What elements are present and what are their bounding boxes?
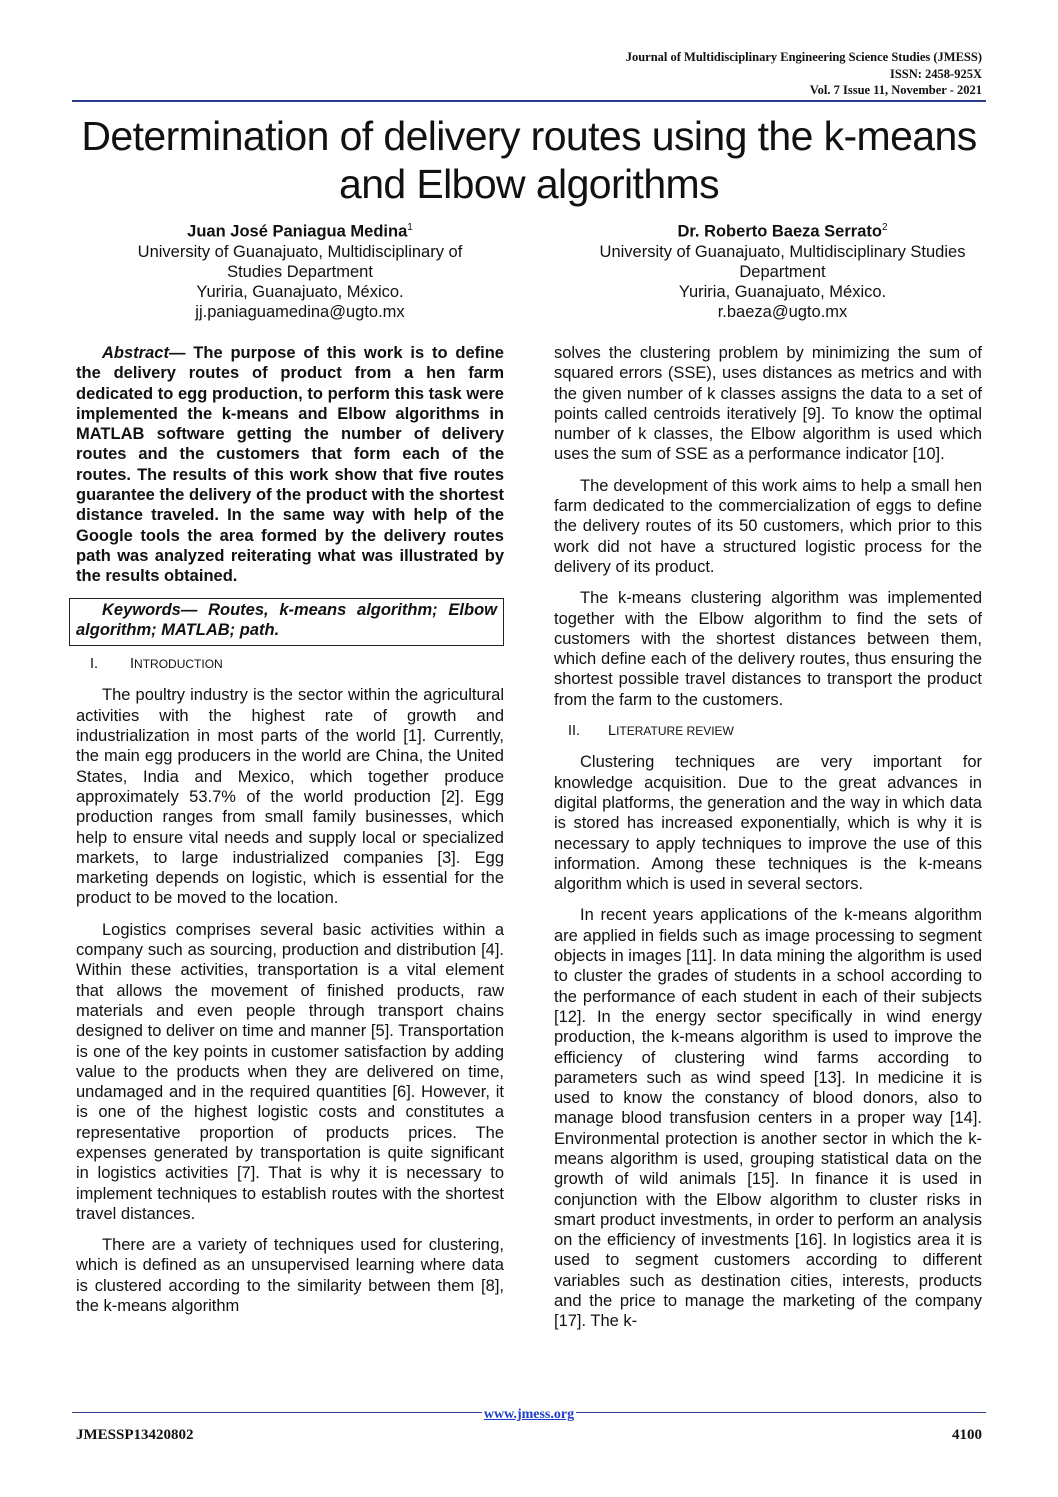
paragraph: solves the clustering problem by minimizing the sum of squared errors (SSE), uses distances as metrics and with the given number of k classes assigns the data to a set of points called centroids iteratively [9]. To know the optimal number of k classes, the Elbow algorithm is used which uses the sum of SSE as a performance indicator [10].	[554, 344, 982, 464]
keywords-label: Keywords	[102, 600, 181, 619]
left-column	[76, 343, 504, 1327]
author-sup: 1	[407, 222, 413, 233]
author-affiliation: University of Guanajuato, Multidisciplinary Studies	[599, 242, 966, 261]
paragraph: The poultry industry is the sector within the agricultural activities with the highest rate of growth and industrialization in most parts of the world [1]. Currently, the main egg producers in the world are China, the United States, India and Mexico, which together produce approximately 53.7% of the world production [2]. Egg production ranges from small family businesses, which help to ensure vital needs and supply local or specialized markets, to large industrialized companies [3]. Egg marketing depends on logistic, which is essential for the product to be moved to the location.	[76, 686, 504, 908]
abstract-label: Abstract	[102, 344, 169, 362]
paragraph: The development of this work aims to help a small hen farm dedicated to the commercialization of eggs to define the delivery routes of its 50 customers, which prior to this work did not have a structured logistic process for the delivery of its product.	[554, 476, 982, 576]
author-name: Juan José Paniagua Medina	[187, 222, 408, 241]
section-title-initial: L	[608, 723, 617, 740]
journal-issn: ISSN: 2458-925X	[889, 66, 982, 81]
paragraph: Clustering techniques are very important for knowledge acquisition. Due to the great advances in digital platforms, the generation and the way in which data is stored has increased exponentially, which is why it is necessary to apply techniques to improve the use of this information. Among these techniques is the k-means algorithm which is used in several sectors.	[554, 753, 982, 894]
section-number: II.	[568, 723, 581, 740]
paragraph: In recent years applications of the k-means algorithm are applied in fields such as image processing to segment objects in images [11]. In data mining the algorithm is used to cluster the grades of students in a school according to the performance of each student in each of their subjects [12]. In the energy sector specifically in wind energy production, the k-means algorithm is used to improve the efficiency of clustering wind farms according to parameters such as wind speed [13]. In medicine it is used to know the constancy of blood donors, also to manage blood transfusion centers in a proper way [14]. Environmental protection is another sector in which the k-means algorithm is used, grouping statistical data on the growth of wild animals [15]. In finance it is used in conjunction with the Elbow algorithm to cluster risks in smart product investments, in order to perform an analysis on the efficiency of investments [16]. In logistics area it is used to segment customers according to different variables such as destination cities, interests, products and the price to manage the marketing of the company [17]. The k-	[554, 906, 983, 1331]
section-heading-introduction	[90, 654, 504, 674]
author-email: jj.paniaguamedina@ugto.mx	[195, 302, 405, 321]
section-number: I.	[90, 656, 99, 673]
section-heading-literature-review	[568, 721, 982, 741]
author-name: Dr. Roberto Baeza Serrato	[677, 222, 882, 241]
header-rule	[72, 100, 986, 102]
footer-paper-id: JMESSP13420802	[76, 1427, 194, 1443]
section-title-rest: ITERATURE REVIEW	[616, 724, 734, 739]
journal-header	[626, 49, 982, 99]
author-block-2	[560, 218, 1005, 322]
author-location: Yuriria, Guanajuato, México.	[678, 282, 887, 301]
paragraph: There are a variety of techniques used for clustering, which is defined as an unsupervised learning where data is clustered according to the similarity between them [8], the k-means algorithm	[76, 1236, 504, 1316]
section-title-initial: I	[130, 656, 135, 673]
footer-page-number: 4100	[952, 1427, 982, 1443]
keywords-text: — Routes, k-means algorithm; Elbow algorithm; MATLAB; path.	[76, 600, 497, 639]
author-block-1	[95, 218, 505, 322]
author-email: r.baeza@ugto.mx	[717, 302, 848, 321]
section-title-rest: NTRODUCTION	[134, 657, 223, 672]
journal-volume: Vol. 7 Issue 11, November - 2021	[809, 83, 982, 97]
right-column	[554, 343, 982, 1343]
paragraph: Logistics comprises several basic activities within a company such as sourcing, production and distribution [4]. Within these activities, transportation is a vital element that allows the movement of finished products, raw materials and even people through transport chains designed to deliver on time and manner [5]. Transportation is one of the key points in customer satisfaction by adding value to the products when they are delivered on time, undamaged and in the required quantities [6]. However, it is one of the highest logistic costs and constitutes a representative proportion of products prices. The expenses generated by transportation is quite significant in logistics activities [7]. That is why it is necessary to implement techniques to establish routes with the shortest travel distances.	[76, 920, 504, 1223]
author-affiliation: Department	[739, 262, 826, 281]
author-sup: 2	[881, 222, 888, 233]
abstract	[76, 343, 504, 587]
abstract-text: — The purpose of this work is to define the delivery routes of product from a hen farm dedicated to egg production, to perform this task were implemented the k-means and Elbow algorithms in MATLAB software getting the number of delivery routes and the customers that form each of the routes. The results of this work show that five routes guarantee the delivery of the product with the shortest distance traveled. In the same way with help of the Google tools the area formed by the delivery routes path was analyzed reiterating what was illustrated by the results obtained.	[76, 344, 504, 586]
footer-url[interactable]	[0, 1407, 1058, 1423]
keywords-box	[69, 598, 504, 647]
author-affiliation: University of Guanajuato, Multidisciplinary of	[137, 242, 463, 261]
author-affiliation: Studies Department	[227, 262, 373, 281]
author-location: Yuriria, Guanajuato, México.	[196, 282, 404, 301]
footer-url-link[interactable]: www.jmess.org	[483, 1407, 575, 1422]
paper-title: Determination of delivery routes using the k-means and Elbow algorithms	[81, 113, 977, 207]
paragraph: The k-means clustering algorithm was implemented together with the Elbow algorithm to find the sets of customers with the shortest distances between them, which define each of the delivery routes, thus ensuring the shortest possible travel distances to transport the product from the farm to the customers.	[554, 589, 982, 709]
journal-name: Journal of Multidisciplinary Engineering Science Studies (JMESS)	[625, 50, 982, 64]
